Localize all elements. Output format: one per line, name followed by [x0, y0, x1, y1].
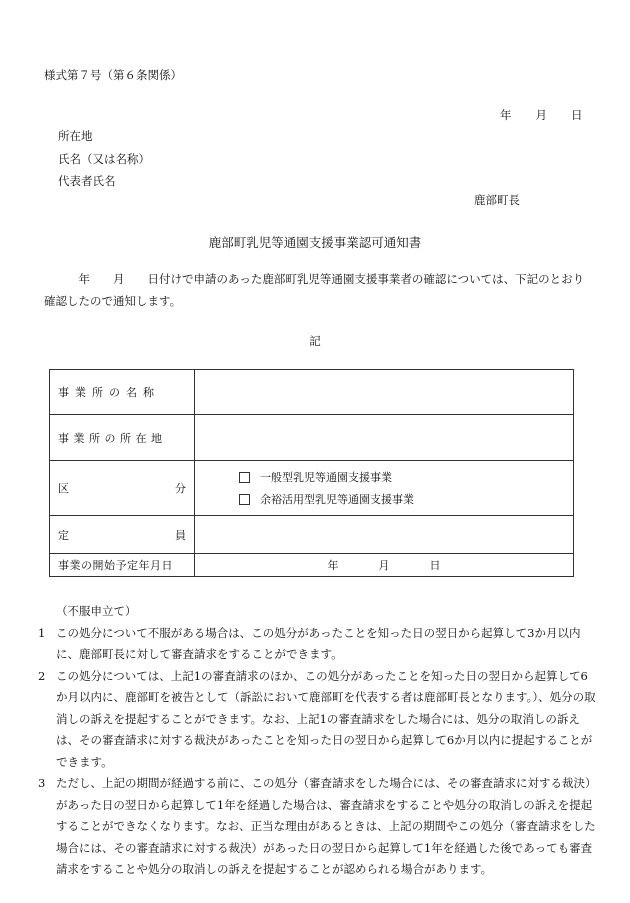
- body-text: 年 月 日付けで申請のあった鹿部町乳児等通園支援事業者の確認については、下記のとおり確認したので通知します。: [44, 272, 585, 308]
- row-capacity: [50, 516, 574, 554]
- row-facility-address: [50, 415, 574, 461]
- row-facility-name: [50, 370, 574, 415]
- issuer: 鹿部町長: [474, 193, 520, 207]
- appeal-heading: （不服申立て）: [56, 604, 137, 618]
- category-label: 区 分: [50, 461, 195, 516]
- row-category: [50, 461, 574, 516]
- date-day: 日: [571, 108, 583, 122]
- appeal-item-3: 3 ただし、上記の期間が経過する前に、この処分（審査請求をした場合には、その審査請求に対する裁決）があった日の翌日から起算して1年を経過した場合は、審査請求をすることや処分の取消しの訴えを提起することができなくなります。なお、正当な理由があるときは、上記の期間やこの処分（審査請求をした場合には、その審査請求に対する裁決）があった日の翌日から起算して1年を経過した後であっても審査請求をすることや処分の取消しの訴えを提起することが認められる場合があります。: [38, 776, 597, 876]
- recipient-name: 氏名（又は名称）: [58, 152, 150, 166]
- appeal-item-1: 1 この処分について不服がある場合は、この処分があったことを知った日の翌日から起算して3か月以内に、鹿部町長に対して審査請求をすることができます。: [38, 625, 581, 661]
- option-general[interactable]: 一般型乳児等通園支援事業: [203, 469, 565, 485]
- notice-date: [500, 107, 583, 123]
- date-year: 年: [500, 108, 512, 122]
- ki-heading: 記: [309, 334, 321, 348]
- checkbox-icon[interactable]: [239, 494, 250, 505]
- start-date-value[interactable]: 年 月 日: [195, 554, 574, 577]
- document-title: 鹿部町乳児等通園支援事業認可通知書: [208, 235, 422, 250]
- appeal-item-2: 2 この処分については、上記1の審査請求のほか、この処分があったことを知った日の翌日から起算して6か月以内に、鹿部町を被告として（訴訟において鹿部町を代表する者は鹿部町長となります。）、処分の取消しの訴えを提起することができます。なお、上記1の審査請求をした場合には、処分の取消しの訴えは、その審査請求に対する裁決があったことを知った日の翌日から起算して6か月以内に提起することができます。: [38, 668, 596, 769]
- category-options: [195, 461, 574, 516]
- form-number: 様式第７号（第６条関係）: [44, 68, 182, 82]
- recipient-representative: 代表者氏名: [58, 174, 116, 188]
- start-date-label: 事業の開始予定年月日: [50, 554, 195, 577]
- row-start-date: [50, 554, 574, 577]
- capacity-value[interactable]: [195, 516, 574, 554]
- recipient-location: 所在地: [58, 129, 93, 143]
- facility-name-value[interactable]: [195, 370, 574, 415]
- option-surplus[interactable]: 余裕活用型乳児等通園支援事業: [203, 491, 565, 507]
- facility-name-label: 事業所の名称: [50, 370, 195, 415]
- facility-address-value[interactable]: [195, 415, 574, 461]
- checkbox-icon[interactable]: [239, 472, 250, 483]
- appeal-notice: [38, 601, 598, 881]
- details-table: [49, 369, 574, 577]
- facility-address-label: 事業所の所在地: [50, 415, 195, 461]
- capacity-label: 定 員: [50, 516, 195, 554]
- date-month: 月: [535, 108, 547, 122]
